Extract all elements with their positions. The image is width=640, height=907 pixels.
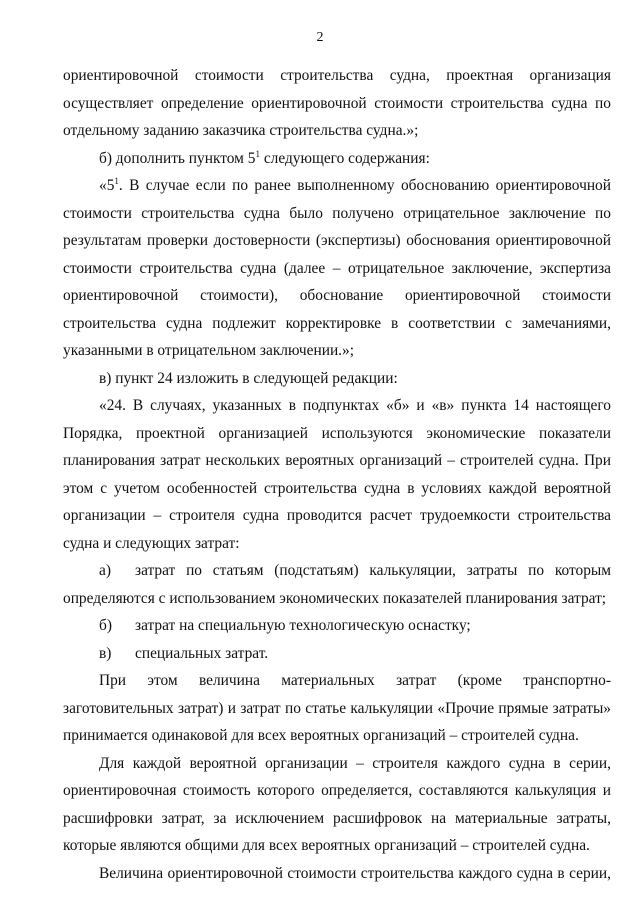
paragraph-estimated-cost: Величина ориентировочной стоимости строительства каждого судна в серии, [99, 864, 611, 882]
clause-5-1-superscript: 1 [114, 175, 119, 186]
list-marker-b: б) [99, 617, 112, 634]
paragraph-amendment-v: в) пункт 24 изложить в следующей редакции: [99, 369, 398, 387]
list-item-b [63, 612, 611, 640]
amendment-b-text-end: следующего содержания: [259, 149, 430, 167]
document-body [63, 62, 611, 887]
list-marker-c: в) [99, 644, 112, 662]
list-item-a [63, 557, 611, 612]
amendment-b-superscript: 1 [255, 148, 260, 159]
paragraph-continuation: ориентировочной стоимости строительства судна, проектная организация осуществляет определение ориентировочной стоимости строительства судна по отдельному заданию заказчика строительства судна.»; [63, 67, 611, 139]
paragraph-calculation: Для каждой вероятной организации – строителя каждого судна в серии, ориентировочная стоимость которого определяется, составляются калькуляция и расшифровки затрат, за исключением расшифровок на материальные затраты, которые являются общими для всех вероятных организаций – строителей судна. [63, 754, 611, 854]
amendment-b-text-start: б) дополнить пунктом 5 [99, 149, 256, 167]
list-marker-a: а) [99, 562, 111, 579]
list-item-c [63, 640, 611, 668]
page-number: 2 [316, 30, 324, 45]
clause-5-1-text-end: . В случае если по ранее выполненному обоснованию ориентировочной стоимости строительства судна было получено отрицательное заключение по результатам проверки достоверности (экспертизы) обоснования ориентировочной стоимости строительства судна (далее – отрицательное заключение, экспертиза ориентировочной стоимости), обоснование ориентировочной стоимости строительства судна подлежит корректировке в соответствии с замечаниями, указанными в отрицательном заключении.»; [63, 177, 611, 359]
paragraph-material-costs: При этом величина материальных затрат (кроме транспортно-заготовительных затрат) и затрат по статье калькуляции «Прочие прямые затраты» принимается одинаковой для всех вероятных организаций – строителей судна. [63, 672, 611, 744]
paragraph-clause-5-1 [63, 172, 611, 365]
list-text-a: затрат по статьям (подстатьям) калькуляции, затраты по которым определяются с использованием экономических показателей планирования затрат; [63, 562, 611, 607]
list-text-b: затрат на специальную технологическую оснастку; [135, 617, 471, 634]
clause-5-1-text-start: «5 [99, 177, 115, 194]
paragraph-clause-24: «24. В случаях, указанных в подпунктах «б» и «в» пункта 14 настоящего Порядка, проектной организацией используются экономические показатели планирования затрат нескольких вероятных организаций – строителей судна. При этом с учетом особенностей строительства судна в условиях каждой вероятной организации – строителя судна проводится расчет трудоемкости строительства судна и следующих затрат: [63, 397, 611, 552]
paragraph-amendment-b [63, 145, 611, 173]
list-text-c: специальных затрат. [135, 644, 269, 662]
